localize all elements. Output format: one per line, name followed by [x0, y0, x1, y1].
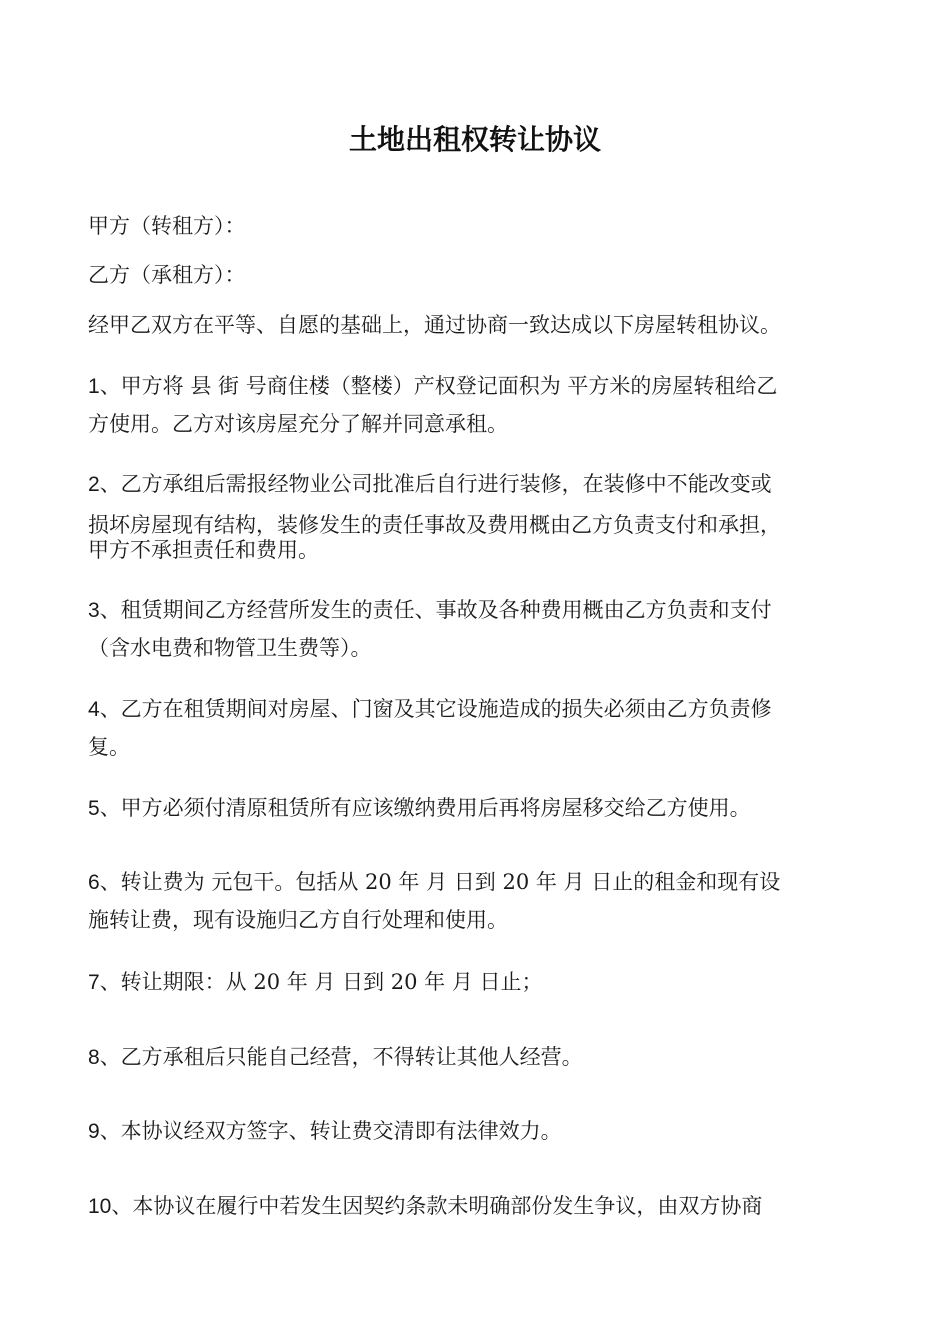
clause-number: 8 [88, 1046, 100, 1069]
clause-3-line-1 [88, 595, 772, 626]
clause-6-line-1 [88, 867, 780, 898]
clause-6-line-2: 施转让费，现有设施归乙方自行处理和使用。 [88, 908, 508, 932]
clause-2-line-2: 损坏房屋现有结构，装修发生的责任事故及费用概由乙方负责支付和承担， [88, 513, 781, 537]
clause-text: 、乙方承组后需报经物业公司批准后自行进行装修，在装修中不能改变或 [99, 472, 772, 496]
clause-number: 9 [88, 1120, 100, 1143]
clause-number: 6 [88, 871, 100, 894]
party-a-line: 甲方（转租方）： [88, 214, 246, 238]
clause-2-line-1 [88, 469, 772, 500]
clause-5-line-1 [88, 793, 751, 824]
clause-number: 2 [88, 473, 100, 496]
intro-paragraph: 经甲乙双方在平等、自愿的基础上，通过协商一致达成以下房屋转租协议。 [88, 313, 781, 337]
clause-7-line-1 [88, 967, 543, 998]
clause-8-line-1 [88, 1042, 583, 1073]
document-title: 土地出租权转让协议 [348, 123, 601, 156]
clause-text: 、乙方在租赁期间对房屋、门窗及其它设施造成的损失必须由乙方负责修 [99, 697, 772, 721]
clause-number: 4 [88, 698, 100, 721]
clause-9-line-1 [88, 1116, 562, 1147]
party-b-line: 乙方（承租方）： [88, 263, 246, 287]
clause-1-line-1 [88, 371, 777, 402]
clause-text: 、转让费为 元包干。包括从 20 年 月 日到 20 年 月 日止的租金和现有设 [99, 870, 781, 894]
clause-text: 、乙方承租后只能自己经营，不得转让其他人经营。 [99, 1045, 583, 1069]
clause-1-line-2: 方使用。乙方对该房屋充分了解并同意承租。 [88, 412, 508, 436]
clause-text: 、甲方将 县 街 号商住楼（整楼）产权登记面积为 平方米的房屋转租给乙 [99, 374, 778, 398]
clause-number: 10 [88, 1195, 112, 1218]
clause-number: 7 [88, 971, 100, 994]
clause-text: 、转让期限：从 20 年 月 日到 20 年 月 日止； [99, 970, 543, 994]
clause-number: 3 [88, 599, 100, 622]
clause-2-line-3: 甲方不承担责任和费用。 [88, 538, 319, 562]
clause-3-line-2: （含水电费和物管卫生费等）。 [88, 636, 372, 660]
clause-text: 、本协议经双方签字、转让费交清即有法律效力。 [99, 1119, 562, 1143]
clause-text: 、本协议在履行中若发生因契约条款未明确部份发生争议，由双方协商 [111, 1194, 763, 1218]
clause-text: 、甲方必须付清原租赁所有应该缴纳费用后再将房屋移交给乙方使用。 [99, 796, 751, 820]
clause-4-line-2: 复。 [88, 735, 130, 759]
clause-text: 、租赁期间乙方经营所发生的责任、事故及各种费用概由乙方负责和支付 [99, 598, 772, 622]
clause-number: 1 [88, 375, 100, 398]
clause-4-line-1 [88, 694, 772, 725]
clause-number: 5 [88, 797, 100, 820]
clause-10-line-1 [88, 1191, 762, 1222]
